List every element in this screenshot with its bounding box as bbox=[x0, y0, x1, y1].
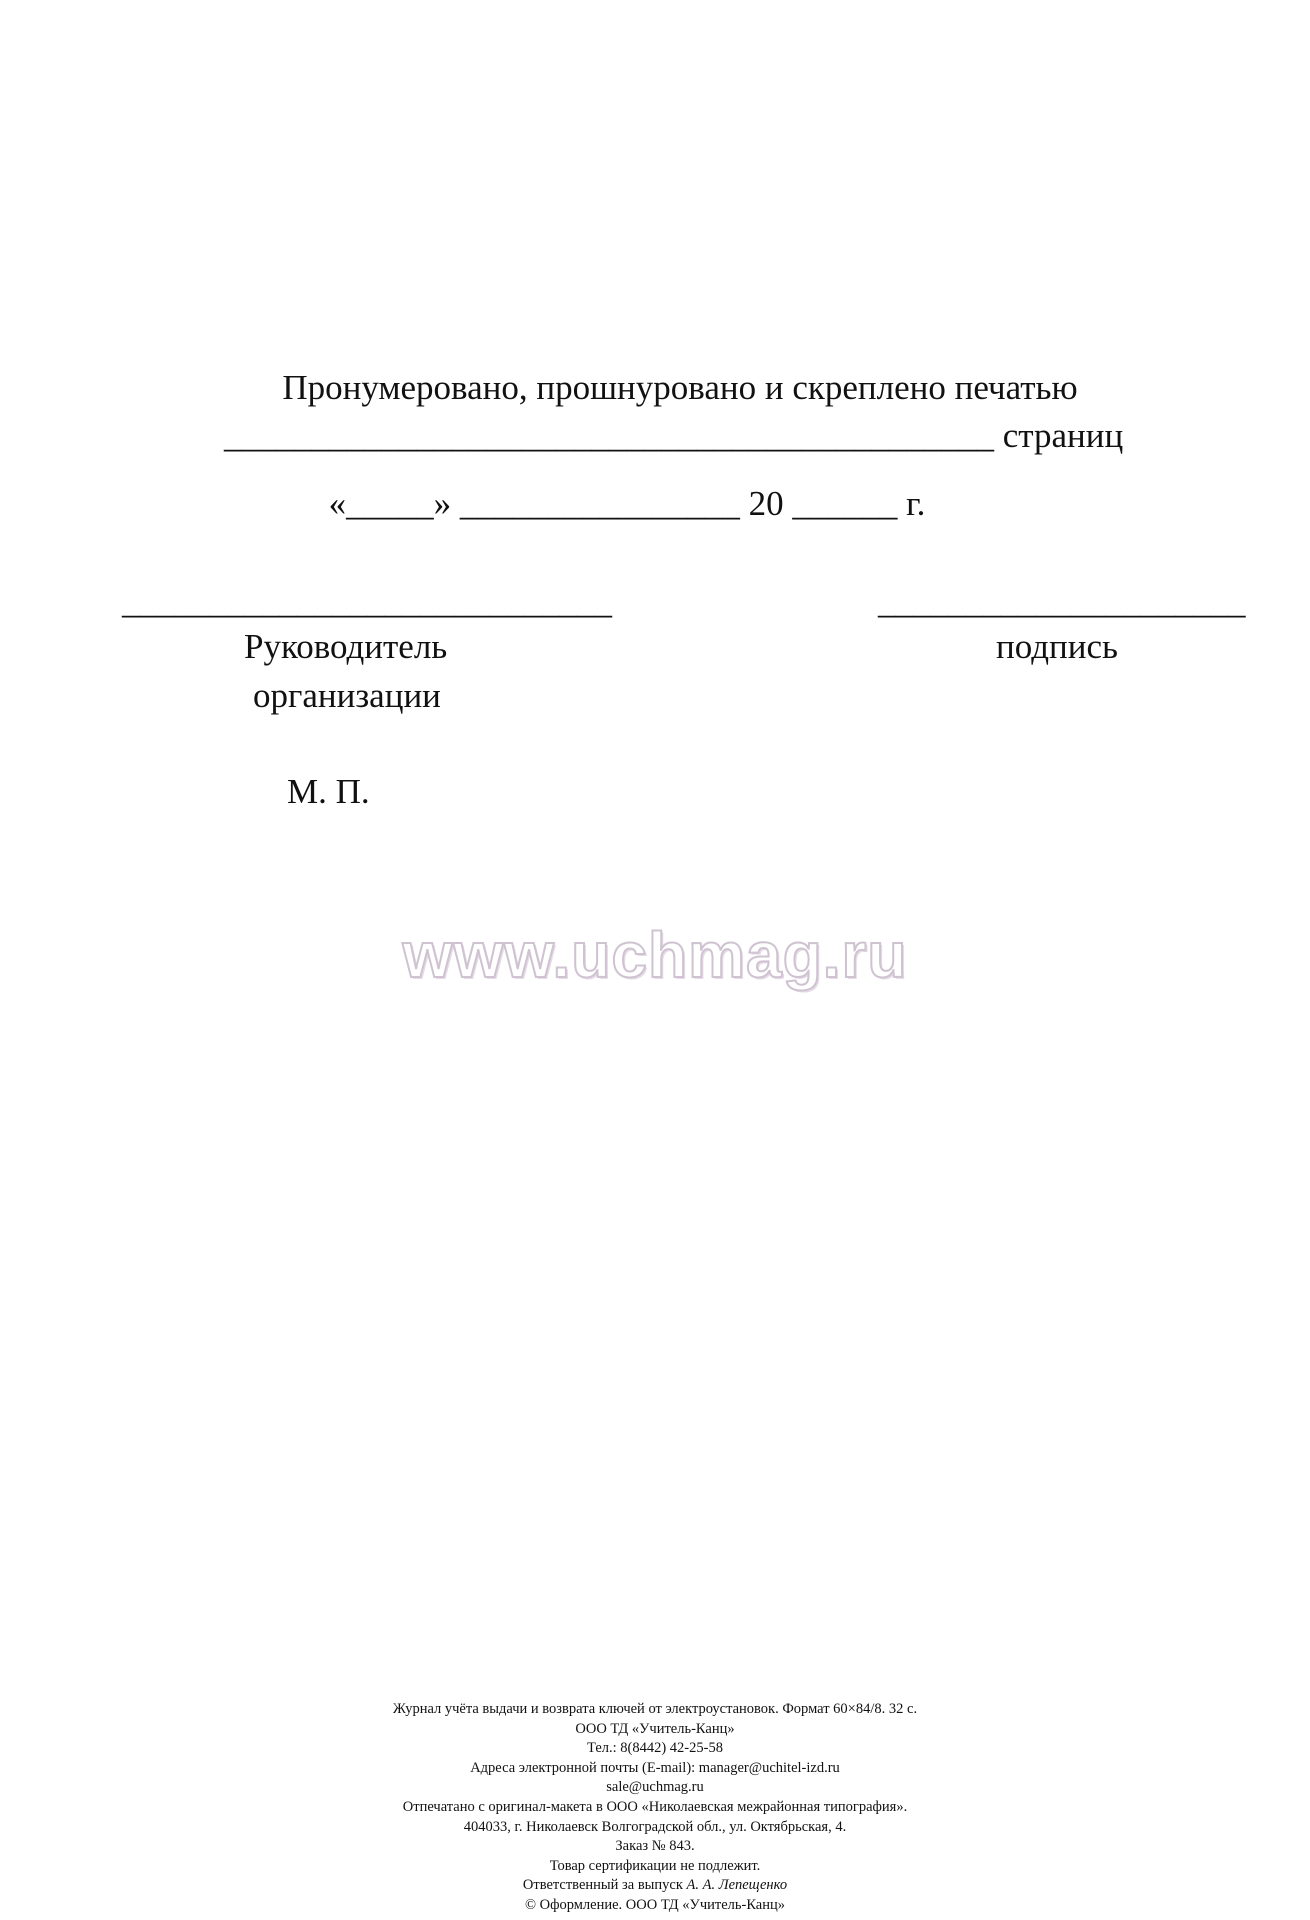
organization-label: организации bbox=[253, 676, 441, 715]
imprint-responsible-prefix: Ответственный за выпуск bbox=[522, 1877, 683, 1894]
head-of-organization-label: Руководитель bbox=[244, 627, 448, 666]
certification-title: Пронумеровано, прошнуровано и скреплено печатью bbox=[282, 368, 1078, 407]
stamp-place-label: М. П. bbox=[287, 772, 370, 811]
imprint-responsible bbox=[0, 1876, 1310, 1896]
pages-count-line: ____________________________________________ страниц bbox=[224, 416, 1124, 455]
date-line: «_____» ________________ 20 ______ г. bbox=[328, 484, 926, 523]
imprint-responsible-name: А. А. Лепещенко bbox=[686, 1877, 788, 1894]
imprint-title: Журнал учёта выдачи и возврата ключей от электроустановок. Формат 60×84/8. 32 с. bbox=[392, 1701, 918, 1717]
imprint-company: ООО ТД «Учитель-Канц» bbox=[575, 1720, 735, 1737]
imprint-emails: Адреса электронной почты (E-mail): manager@uchitel-izd.ru bbox=[470, 1759, 840, 1776]
imprint-sale-email: sale@uchmag.ru bbox=[606, 1779, 704, 1796]
imprint-phone: Тел.: 8(8442) 42-25-58 bbox=[587, 1740, 723, 1757]
left-signature-blank: ____________________________ bbox=[122, 582, 612, 621]
imprint-cert: Товар сертификации не подлежит. bbox=[549, 1857, 761, 1874]
imprint-order: Заказ № 843. bbox=[615, 1838, 695, 1855]
imprint-block bbox=[0, 1700, 1310, 1916]
signature-label: подпись bbox=[996, 627, 1118, 666]
imprint-printed: Отпечатано с оригинал-макета в ООО «Николаевская межрайонная типография». bbox=[402, 1798, 908, 1815]
imprint-design: © Оформление. ООО ТД «Учитель-Канц» bbox=[524, 1896, 786, 1913]
imprint-address: 404033, г. Николаевск Волгоградской обл., ул. Октябрьская, 4. bbox=[463, 1818, 847, 1835]
watermark: www.uchmag.ru bbox=[402, 919, 908, 991]
right-signature-blank: _____________________ bbox=[878, 582, 1246, 621]
